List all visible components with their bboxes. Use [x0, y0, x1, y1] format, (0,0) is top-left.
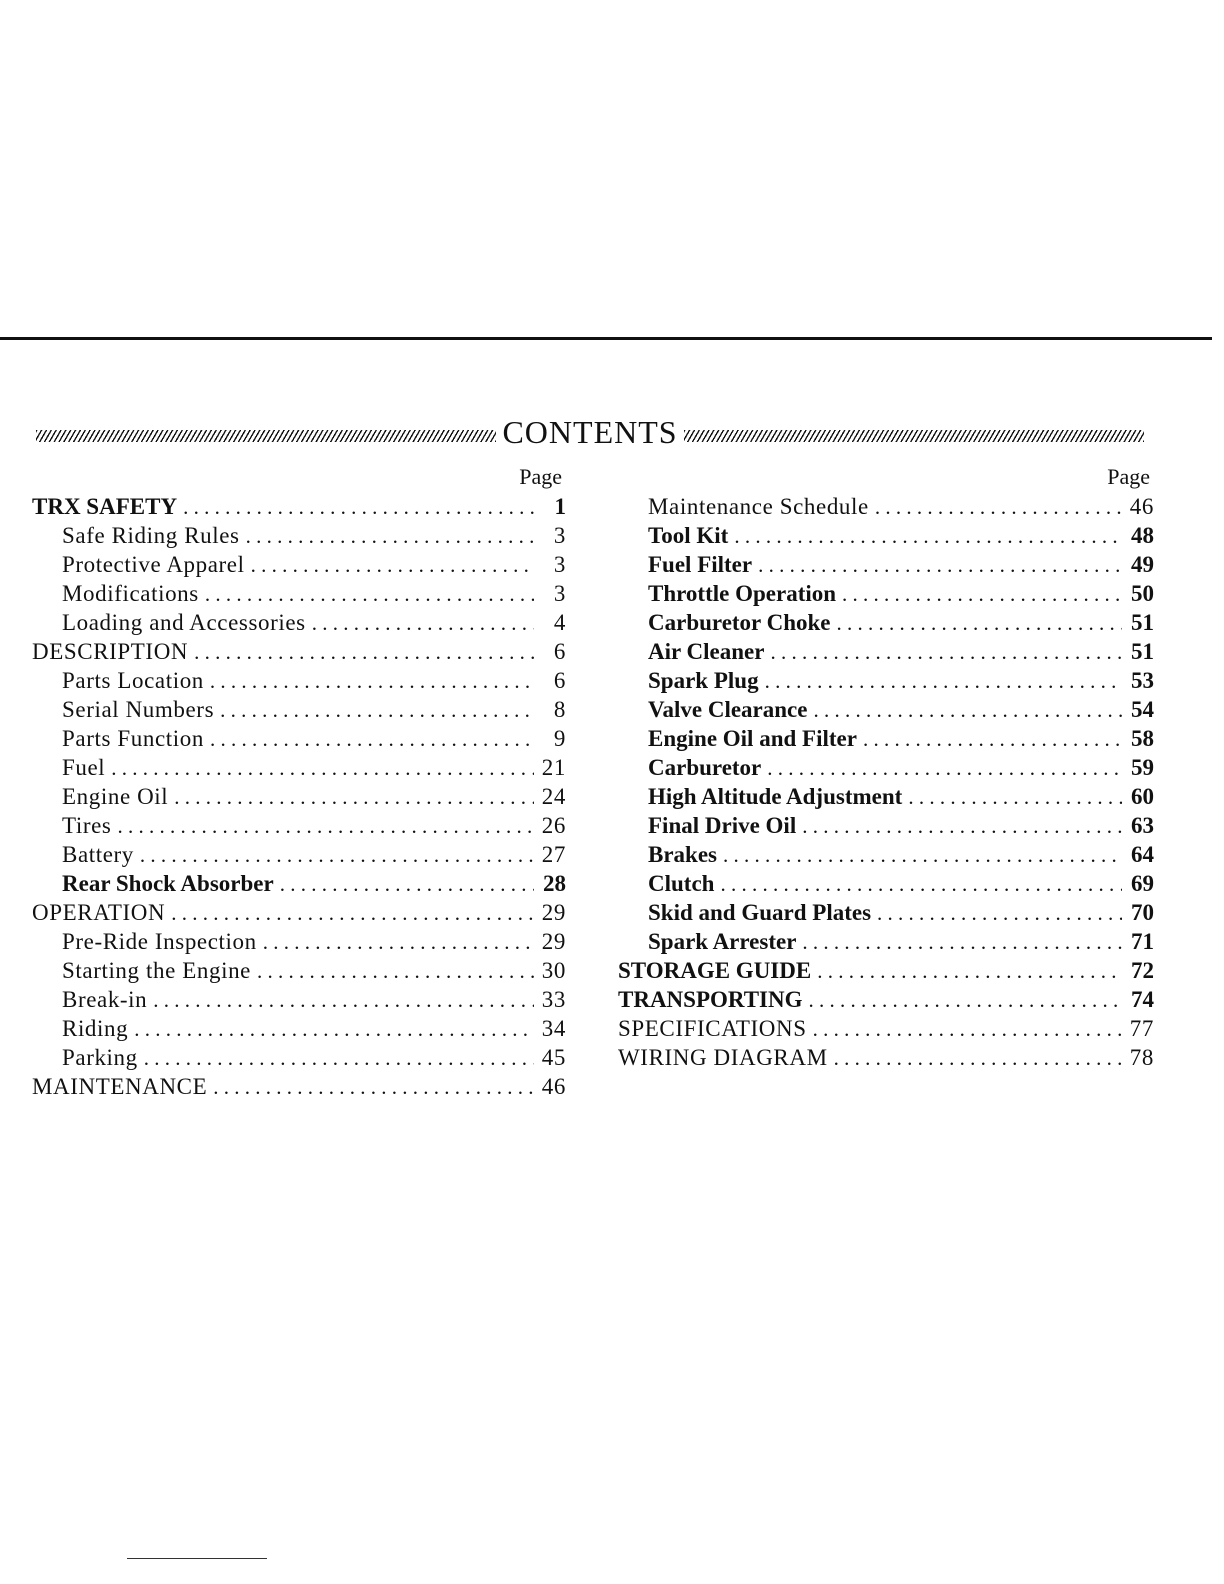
toc-entry-page: 53: [1131, 668, 1154, 693]
toc-entry[interactable]: [618, 608, 1154, 637]
toc-entry[interactable]: [618, 1043, 1154, 1072]
toc-entry[interactable]: [32, 985, 566, 1014]
toc-entry[interactable]: [618, 753, 1154, 782]
dot-leader: [274, 870, 534, 899]
toc-entry-label: Fuel Filter: [648, 552, 753, 577]
toc-entry[interactable]: [618, 840, 1154, 869]
dot-leader: [138, 1044, 534, 1073]
toc-entry[interactable]: [618, 898, 1154, 927]
dot-leader: [257, 928, 534, 957]
toc-entry[interactable]: [32, 1014, 566, 1043]
toc-entry-label: Engine Oil: [62, 784, 169, 809]
toc-entry[interactable]: [32, 637, 566, 666]
toc-entry-label: Break-in: [62, 987, 148, 1012]
toc-entry-label: Skid and Guard Plates: [648, 900, 872, 925]
toc-entry[interactable]: [618, 869, 1154, 898]
toc-entry-page: 50: [1131, 581, 1154, 606]
toc-entry-page: 9: [553, 726, 566, 751]
toc-entry[interactable]: [32, 956, 566, 985]
toc-entry-page: 4: [553, 610, 566, 635]
toc-entry-page: 49: [1131, 552, 1154, 577]
dot-leader: [165, 899, 534, 928]
toc-entry[interactable]: [618, 927, 1154, 956]
dot-leader: [111, 812, 534, 841]
toc-entry[interactable]: [618, 579, 1154, 608]
dot-leader: [199, 580, 534, 609]
dot-leader: [807, 1015, 1122, 1044]
toc-entry-label: Carburetor: [648, 755, 762, 780]
toc-entry[interactable]: [32, 608, 566, 637]
toc-entry-label: Maintenance Schedule: [648, 494, 869, 519]
toc-entry-label: Pre-Ride Inspection: [62, 929, 257, 954]
toc-entry-page: 78: [1129, 1045, 1154, 1070]
toc-entry-page: 72: [1131, 958, 1154, 983]
toc-entry[interactable]: [32, 579, 566, 608]
dot-leader: [807, 696, 1122, 725]
toc-entry-page: 6: [553, 668, 566, 693]
toc-entry-label: Parts Location: [62, 668, 204, 693]
toc-entry[interactable]: [618, 811, 1154, 840]
dot-leader: [759, 667, 1122, 696]
toc-entry-page: 24: [541, 784, 566, 809]
dot-leader: [251, 957, 534, 986]
dot-leader: [828, 1044, 1122, 1073]
toc-entry-label: Modifications: [62, 581, 199, 606]
dot-leader: [168, 783, 534, 812]
toc-entry-page: 69: [1131, 871, 1154, 896]
dot-leader: [761, 754, 1122, 783]
toc-entry-page: 48: [1131, 523, 1154, 548]
toc-entry[interactable]: [32, 1043, 566, 1072]
toc-entry-page: 27: [541, 842, 566, 867]
toc-entry-label: Air Cleaner: [648, 639, 765, 664]
toc-entry-page: 26: [541, 813, 566, 838]
toc-entry-label: Loading and Accessories: [62, 610, 306, 635]
toc-entry-page: 54: [1131, 697, 1154, 722]
dot-leader: [836, 580, 1122, 609]
toc-entry[interactable]: [32, 1072, 566, 1101]
dot-leader: [803, 986, 1123, 1015]
contents-header: [36, 410, 1144, 454]
toc-entry-label: Tool Kit: [648, 523, 729, 548]
toc-entry-label: Battery: [62, 842, 134, 867]
toc-entry-label: Fuel: [62, 755, 106, 780]
toc-entry[interactable]: [32, 811, 566, 840]
dot-leader: [128, 1015, 534, 1044]
toc-entry-label: Parking: [62, 1045, 138, 1070]
toc-entry-page: 28: [543, 871, 566, 896]
toc-entry-page: 29: [541, 929, 566, 954]
dot-leader: [714, 870, 1122, 899]
toc-entry-label: Riding: [62, 1016, 129, 1041]
toc-right-column: [618, 462, 1154, 1072]
toc-entry-page: 3: [553, 523, 566, 548]
dot-leader: [796, 812, 1122, 841]
dot-leader: [831, 609, 1122, 638]
dot-leader: [717, 841, 1122, 870]
toc-entry[interactable]: [618, 695, 1154, 724]
toc-entry[interactable]: [32, 898, 566, 927]
page-column-heading: Page: [519, 464, 562, 489]
dot-leader: [871, 899, 1122, 928]
toc-entry-label: Engine Oil and Filter: [648, 726, 857, 751]
dot-leader: [902, 783, 1122, 812]
toc-entry-page: 70: [1131, 900, 1154, 925]
dot-leader: [245, 551, 534, 580]
dot-leader: [728, 522, 1122, 551]
dot-leader: [177, 493, 534, 522]
toc-entry-label: High Altitude Adjustment: [648, 784, 903, 809]
toc-entry[interactable]: [32, 724, 566, 753]
toc-entry-label: Tires: [62, 813, 112, 838]
toc-entry[interactable]: [618, 985, 1154, 1014]
toc-entry-page: 74: [1131, 987, 1154, 1012]
contents-title: CONTENTS: [502, 413, 678, 450]
toc-entry-label: TRX SAFETY: [32, 494, 178, 519]
toc-entry[interactable]: [32, 869, 566, 898]
top-rule: [0, 337, 1212, 340]
dot-leader: [857, 725, 1122, 754]
toc-entry[interactable]: [32, 753, 566, 782]
dot-leader: [147, 986, 534, 1015]
toc-entry[interactable]: [32, 492, 566, 521]
toc-entry[interactable]: [618, 492, 1154, 521]
toc-entry-page: 46: [541, 1074, 566, 1099]
toc-entry[interactable]: [32, 927, 566, 956]
dot-leader: [204, 667, 534, 696]
toc-entry[interactable]: [618, 521, 1154, 550]
toc-entry-label: Starting the Engine: [62, 958, 251, 983]
toc-entry-label: Throttle Operation: [648, 581, 837, 606]
dot-leader: [240, 522, 534, 551]
toc-entry-page: 71: [1131, 929, 1154, 954]
toc-entry[interactable]: [32, 550, 566, 579]
dot-leader: [811, 957, 1122, 986]
toc-entry-label: SPECIFICATIONS: [618, 1016, 807, 1041]
toc-entry-page: 29: [541, 900, 566, 925]
toc-entry-page: 60: [1131, 784, 1154, 809]
toc-entry[interactable]: [618, 956, 1154, 985]
toc-entry-label: Spark Plug: [648, 668, 759, 693]
toc-entry[interactable]: [618, 666, 1154, 695]
hatch-decoration-left: [36, 430, 496, 442]
toc-entry-label: Spark Arrester: [648, 929, 797, 954]
toc-entry-label: Clutch: [648, 871, 715, 896]
toc-entry-page: 1: [554, 494, 566, 519]
dot-leader: [188, 638, 534, 667]
toc-entry[interactable]: [32, 695, 566, 724]
toc-list-left: [32, 492, 566, 1101]
dot-leader: [796, 928, 1122, 957]
toc-entry-label: Final Drive Oil: [648, 813, 797, 838]
toc-entry-page: 46: [1129, 494, 1154, 519]
toc-entry-label: MAINTENANCE: [32, 1074, 208, 1099]
dot-leader: [764, 638, 1122, 667]
toc-entry-label: DESCRIPTION: [32, 639, 189, 664]
dot-leader: [752, 551, 1122, 580]
toc-entry[interactable]: [618, 550, 1154, 579]
hatch-decoration-right: [684, 430, 1144, 442]
toc-entry[interactable]: [32, 666, 566, 695]
dot-leader: [207, 1073, 534, 1102]
toc-entry-page: 51: [1131, 610, 1154, 635]
dot-leader: [204, 725, 534, 754]
dot-leader: [869, 493, 1122, 522]
toc-left-column: [32, 462, 566, 1101]
toc-list-right: [618, 492, 1154, 1072]
toc-entry[interactable]: [618, 724, 1154, 753]
toc-entry[interactable]: [618, 637, 1154, 666]
toc-entry[interactable]: [618, 782, 1154, 811]
toc-entry-label: TRANSPORTING: [618, 987, 803, 1012]
toc-entry-page: 34: [541, 1016, 566, 1041]
footnote-rule: [127, 1558, 267, 1559]
toc-entry-page: 33: [541, 987, 566, 1012]
toc-entry-page: 59: [1131, 755, 1154, 780]
toc-entry[interactable]: [32, 782, 566, 811]
toc-entry-label: Rear Shock Absorber: [62, 871, 274, 896]
toc-entry-page: 63: [1131, 813, 1154, 838]
toc-entry-page: 3: [553, 552, 566, 577]
toc-entry-label: OPERATION: [32, 900, 166, 925]
toc-entry[interactable]: [32, 521, 566, 550]
toc-entry-label: STORAGE GUIDE: [618, 958, 812, 983]
toc-entry-label: Parts Function: [62, 726, 204, 751]
dot-leader: [214, 696, 534, 725]
dot-leader: [306, 609, 534, 638]
toc-entry-page: 45: [541, 1045, 566, 1070]
toc-entry-page: 3: [553, 581, 566, 606]
toc-entry-label: WIRING DIAGRAM: [618, 1045, 828, 1070]
toc-entry-page: 77: [1129, 1016, 1154, 1041]
toc-entry-page: 30: [541, 958, 566, 983]
page-column-heading: Page: [1107, 464, 1150, 489]
toc-entry[interactable]: [32, 840, 566, 869]
toc-entry-label: Safe Riding Rules: [62, 523, 240, 548]
dot-leader: [105, 754, 534, 783]
dot-leader: [134, 841, 534, 870]
toc-entry-label: Serial Numbers: [62, 697, 215, 722]
toc-entry-page: 6: [553, 639, 566, 664]
toc-entry[interactable]: [618, 1014, 1154, 1043]
toc-entry-label: Valve Clearance: [648, 697, 808, 722]
toc-entry-page: 51: [1131, 639, 1154, 664]
toc-entry-label: Protective Apparel: [62, 552, 245, 577]
toc-entry-page: 58: [1131, 726, 1154, 751]
toc-entry-label: Carburetor Choke: [648, 610, 831, 635]
toc-entry-label: Brakes: [648, 842, 717, 867]
toc-entry-page: 64: [1131, 842, 1154, 867]
toc-entry-page: 8: [553, 697, 566, 722]
toc-entry-page: 21: [541, 755, 566, 780]
